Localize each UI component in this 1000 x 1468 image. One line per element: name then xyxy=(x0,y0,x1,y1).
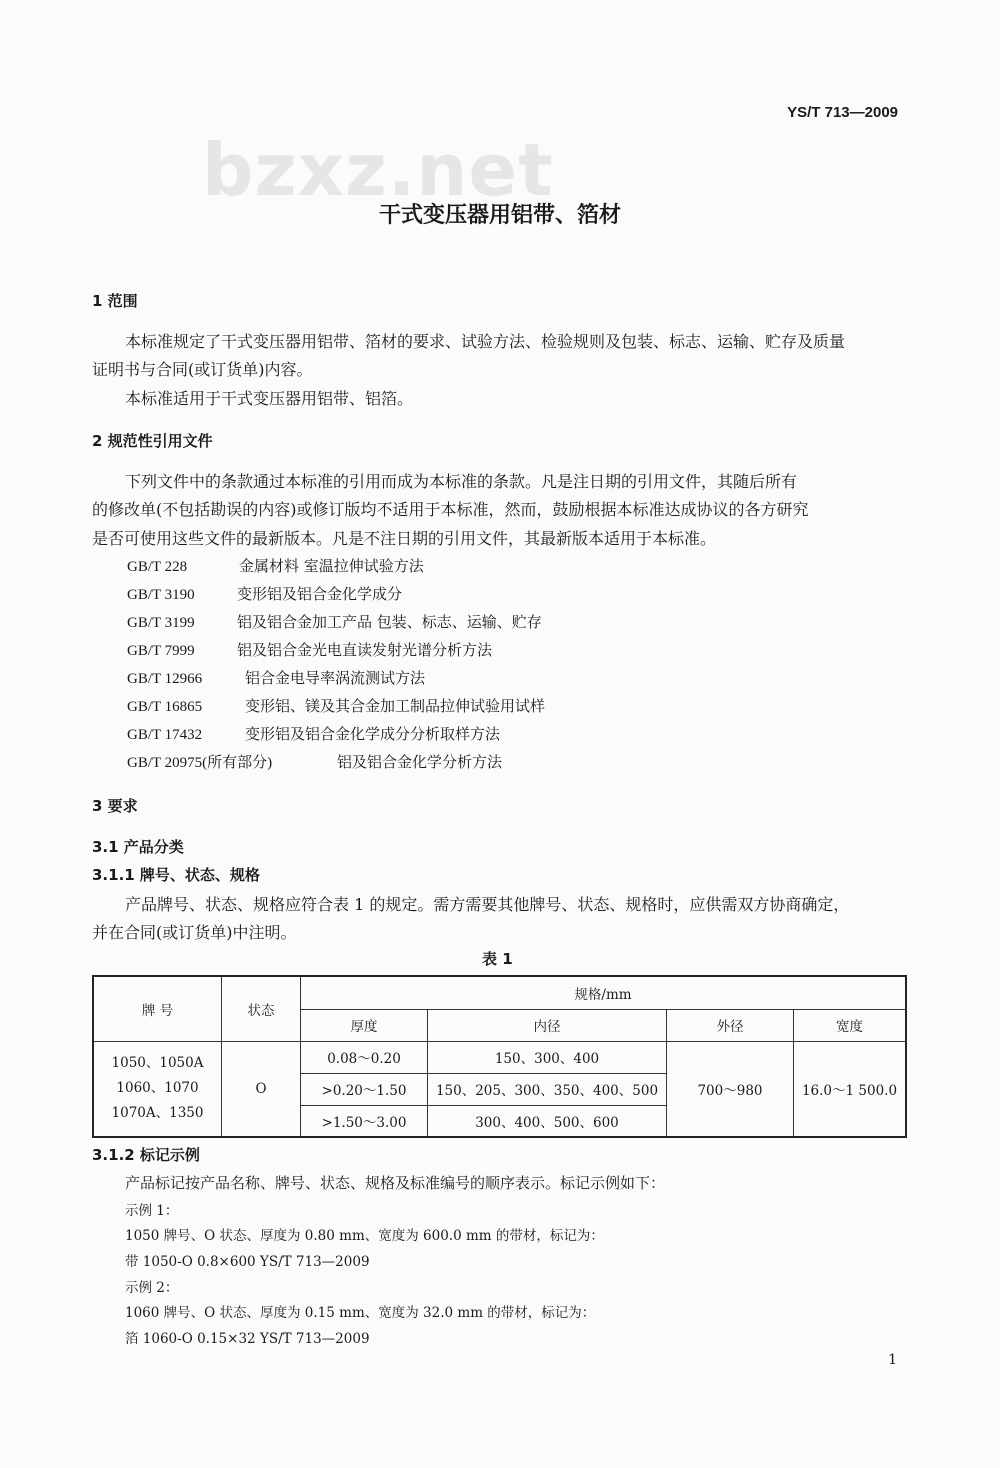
example-2-mark: 箔 1060-O 0.15×32 YS/T 713—2009 xyxy=(125,1331,370,1347)
section-2-para-line3: 是否可使用这些文件的最新版本。凡是不注日期的引用文件，其最新版本适用于本标准。 xyxy=(92,529,717,548)
reference-item: GB/T 228 金属材料 室温拉伸试验方法 xyxy=(127,557,424,575)
section-3-heading: 3 要求 xyxy=(92,797,138,815)
grade-line: 1070A、1350 xyxy=(111,1105,204,1122)
reference-item: GB/T 12966 铝合金电导率涡流测试方法 xyxy=(127,669,426,687)
cell-outer-diameter: 700～980 xyxy=(667,1041,794,1137)
grade-line: 1060、1070 xyxy=(116,1080,199,1097)
example-1-label: 示例 1： xyxy=(125,1203,179,1219)
header-spec: 规格/mm xyxy=(301,976,907,1009)
section-1-heading: 1 范围 xyxy=(92,292,138,310)
reference-item: GB/T 17432 变形铝及铝合金化学成分分析取样方法 xyxy=(127,725,501,743)
watermark: bzxz.net xyxy=(202,128,554,212)
header-temper: 状态 xyxy=(222,976,301,1041)
section-1-para2: 本标准适用于干式变压器用铝带、铝箔。 xyxy=(125,389,414,408)
reference-item: GB/T 20975(所有部分) 铝及铝合金化学分析方法 xyxy=(127,753,503,771)
section-2-para-line2: 的修改单(不包括勘误的内容)或修订版均不适用于本标准，然而，鼓励根据本标准达成协议的各方研究 xyxy=(92,500,809,519)
cell-inner-diameter: 150、300、400 xyxy=(428,1041,667,1073)
section-3-1-1-line2: 并在合同(或订货单)中注明。 xyxy=(92,923,297,942)
section-3-1-heading: 3.1 产品分类 xyxy=(92,838,184,856)
reference-item: GB/T 3199 铝及铝合金加工产品 包装、标志、运输、贮存 xyxy=(127,613,542,631)
cell-inner-diameter: 150、205、300、350、400、500 xyxy=(428,1073,667,1105)
table-caption: 表 1 xyxy=(482,950,513,968)
section-3-1-2-line1: 产品标记按产品名称、牌号、状态、规格及标准编号的顺序表示。标记示例如下： xyxy=(125,1174,666,1192)
document-title: 干式变压器用铝带、箔材 xyxy=(378,203,621,228)
reference-item: GB/T 16865 变形铝、镁及其合金加工制品拉伸试验用试样 xyxy=(127,697,546,715)
section-3-1-1-heading: 3.1.1 牌号、状态、规格 xyxy=(92,866,260,884)
section-2-para-line1: 下列文件中的条款通过本标准的引用而成为本标准的条款。凡是注日期的引用文件，其随后所有 xyxy=(125,472,798,491)
example-2-label: 示例 2： xyxy=(125,1280,179,1296)
section-2-heading: 2 规范性引用文件 xyxy=(92,432,213,450)
example-2-description: 1060 牌号、O 状态、厚度为 0.15 mm、宽度为 32.0 mm 的带材，标记为： xyxy=(125,1305,596,1321)
header-thickness: 厚度 xyxy=(301,1009,428,1041)
header-outer-diameter: 外径 xyxy=(667,1009,794,1041)
header-grade: 牌 号 xyxy=(93,976,222,1041)
spec-table xyxy=(92,975,907,1138)
section-3-1-1-line1: 产品牌号、状态、规格应符合表 1 的规定。需方需要其他牌号、状态、规格时，应供需双方协商确定， xyxy=(125,895,850,914)
cell-temper: O xyxy=(222,1041,301,1137)
cell-thickness: 0.08～0.20 xyxy=(301,1041,428,1073)
section-3-1-2-heading: 3.1.2 标记示例 xyxy=(92,1146,200,1164)
header-width: 宽度 xyxy=(794,1009,907,1041)
cell-thickness: >0.20～1.50 xyxy=(301,1073,428,1105)
reference-item: GB/T 7999 铝及铝合金光电直读发射光谱分析方法 xyxy=(127,641,493,659)
cell-width: 16.0～1 500.0 xyxy=(794,1041,907,1137)
cell-inner-diameter: 300、400、500、600 xyxy=(428,1105,667,1137)
section-1-para1-line2: 证明书与合同(或订货单)内容。 xyxy=(92,360,313,379)
header-inner-diameter: 内径 xyxy=(428,1009,667,1041)
standard-number: YS/T 713—2009 xyxy=(787,104,898,121)
section-1-para1-line1: 本标准规定了干式变压器用铝带、箔材的要求、试验方法、检验规则及包装、标志、运输、贮存及质量 xyxy=(125,332,846,351)
cell-grades xyxy=(93,1041,222,1137)
example-1-description: 1050 牌号、O 状态、厚度为 0.80 mm、宽度为 600.0 mm 的带材，标记为： xyxy=(125,1228,604,1244)
example-1-mark: 带 1050-O 0.8×600 YS/T 713—2009 xyxy=(125,1254,370,1270)
cell-thickness: >1.50～3.00 xyxy=(301,1105,428,1137)
grade-line: 1050、1050A xyxy=(111,1055,204,1072)
page-number: 1 xyxy=(888,1352,897,1368)
reference-item: GB/T 3190 变形铝及铝合金化学成分 xyxy=(127,585,403,603)
